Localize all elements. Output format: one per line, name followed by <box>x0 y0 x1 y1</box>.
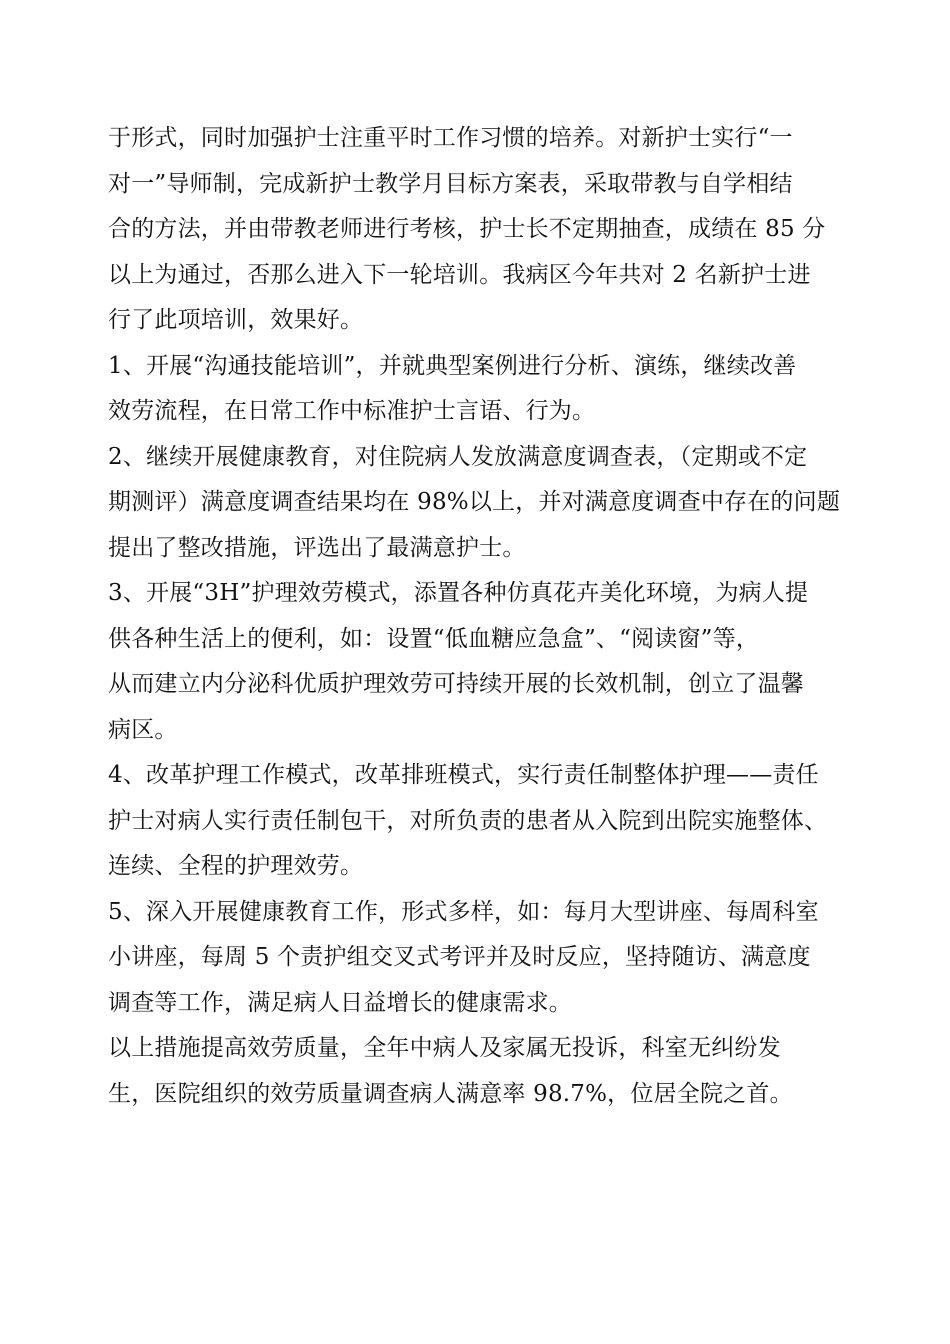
text-line: 护士对病人实行责任制包干，对所负责的患者从入院到出院实施整体、 <box>108 807 828 834</box>
text-line: 以上为通过，否那么进入下一轮培训。我病区今年共对 2 名新护士进 <box>108 261 811 288</box>
text-line: 从而建立内分泌科优质护理效劳可持续开展的长效机制，创立了温馨 <box>108 671 804 697</box>
text-line: 病区。 <box>108 716 178 743</box>
text-line: 提出了整改措施，评选出了最满意护士。 <box>108 534 526 561</box>
document-body <box>108 116 848 1117</box>
text-line: 期测评）满意度调查结果均在 98%以上，并对满意度调查中存在的问题 <box>108 489 841 515</box>
text-line: 于形式，同时加强护士注重平时工作习惯的培养。对新护士实行“一 <box>108 125 793 151</box>
text-line: 2、继续开展健康教育，对住院病人发放满意度调查表，（定期或不定 <box>108 443 808 470</box>
text-line: 连续、全程的护理效劳。 <box>108 853 364 879</box>
text-line: 3、开展“3H”护理效劳模式，添置各种仿真花卉美化环境，为病人提 <box>108 580 809 606</box>
text-line: 合的方法，并由带教老师进行考核，护士长不定期抽查，成绩在 85 分 <box>108 216 826 242</box>
text-line: 1、开展“沟通技能培训”，并就典型案例进行分析、演练，继续改善 <box>108 352 797 379</box>
text-line: 以上措施提高效劳质量，全年中病人及家属无投诉，科室无纠纷发 <box>108 1035 781 1061</box>
text-line: 对一”导师制，完成新护士教学月目标方案表，采取带教与自学相结 <box>108 170 793 197</box>
text-line: 4、改革护理工作模式，改革排班模式，实行责任制整体护理——责任 <box>108 762 819 788</box>
text-line: 生，医院组织的效劳质量调查病人满意率 98.7%，位居全院之首。 <box>108 1080 793 1107</box>
text-line: 效劳流程，在日常工作中标准护士言语、行为。 <box>108 398 596 424</box>
text-line: 小讲座，每周 5 个责护组交叉式考评并及时反应，坚持随访、满意度 <box>108 944 811 970</box>
text-line: 行了此项培训，效果好。 <box>108 307 364 333</box>
text-line: 供各种生活上的便利，如：设置“低血糖应急盒”、“阅读窗”等， <box>108 625 760 652</box>
text-line: 调查等工作，满足病人日益增长的健康需求。 <box>108 989 572 1016</box>
text-line: 5、深入开展健康教育工作，形式多样，如：每月大型讲座、每周科室 <box>108 898 819 925</box>
